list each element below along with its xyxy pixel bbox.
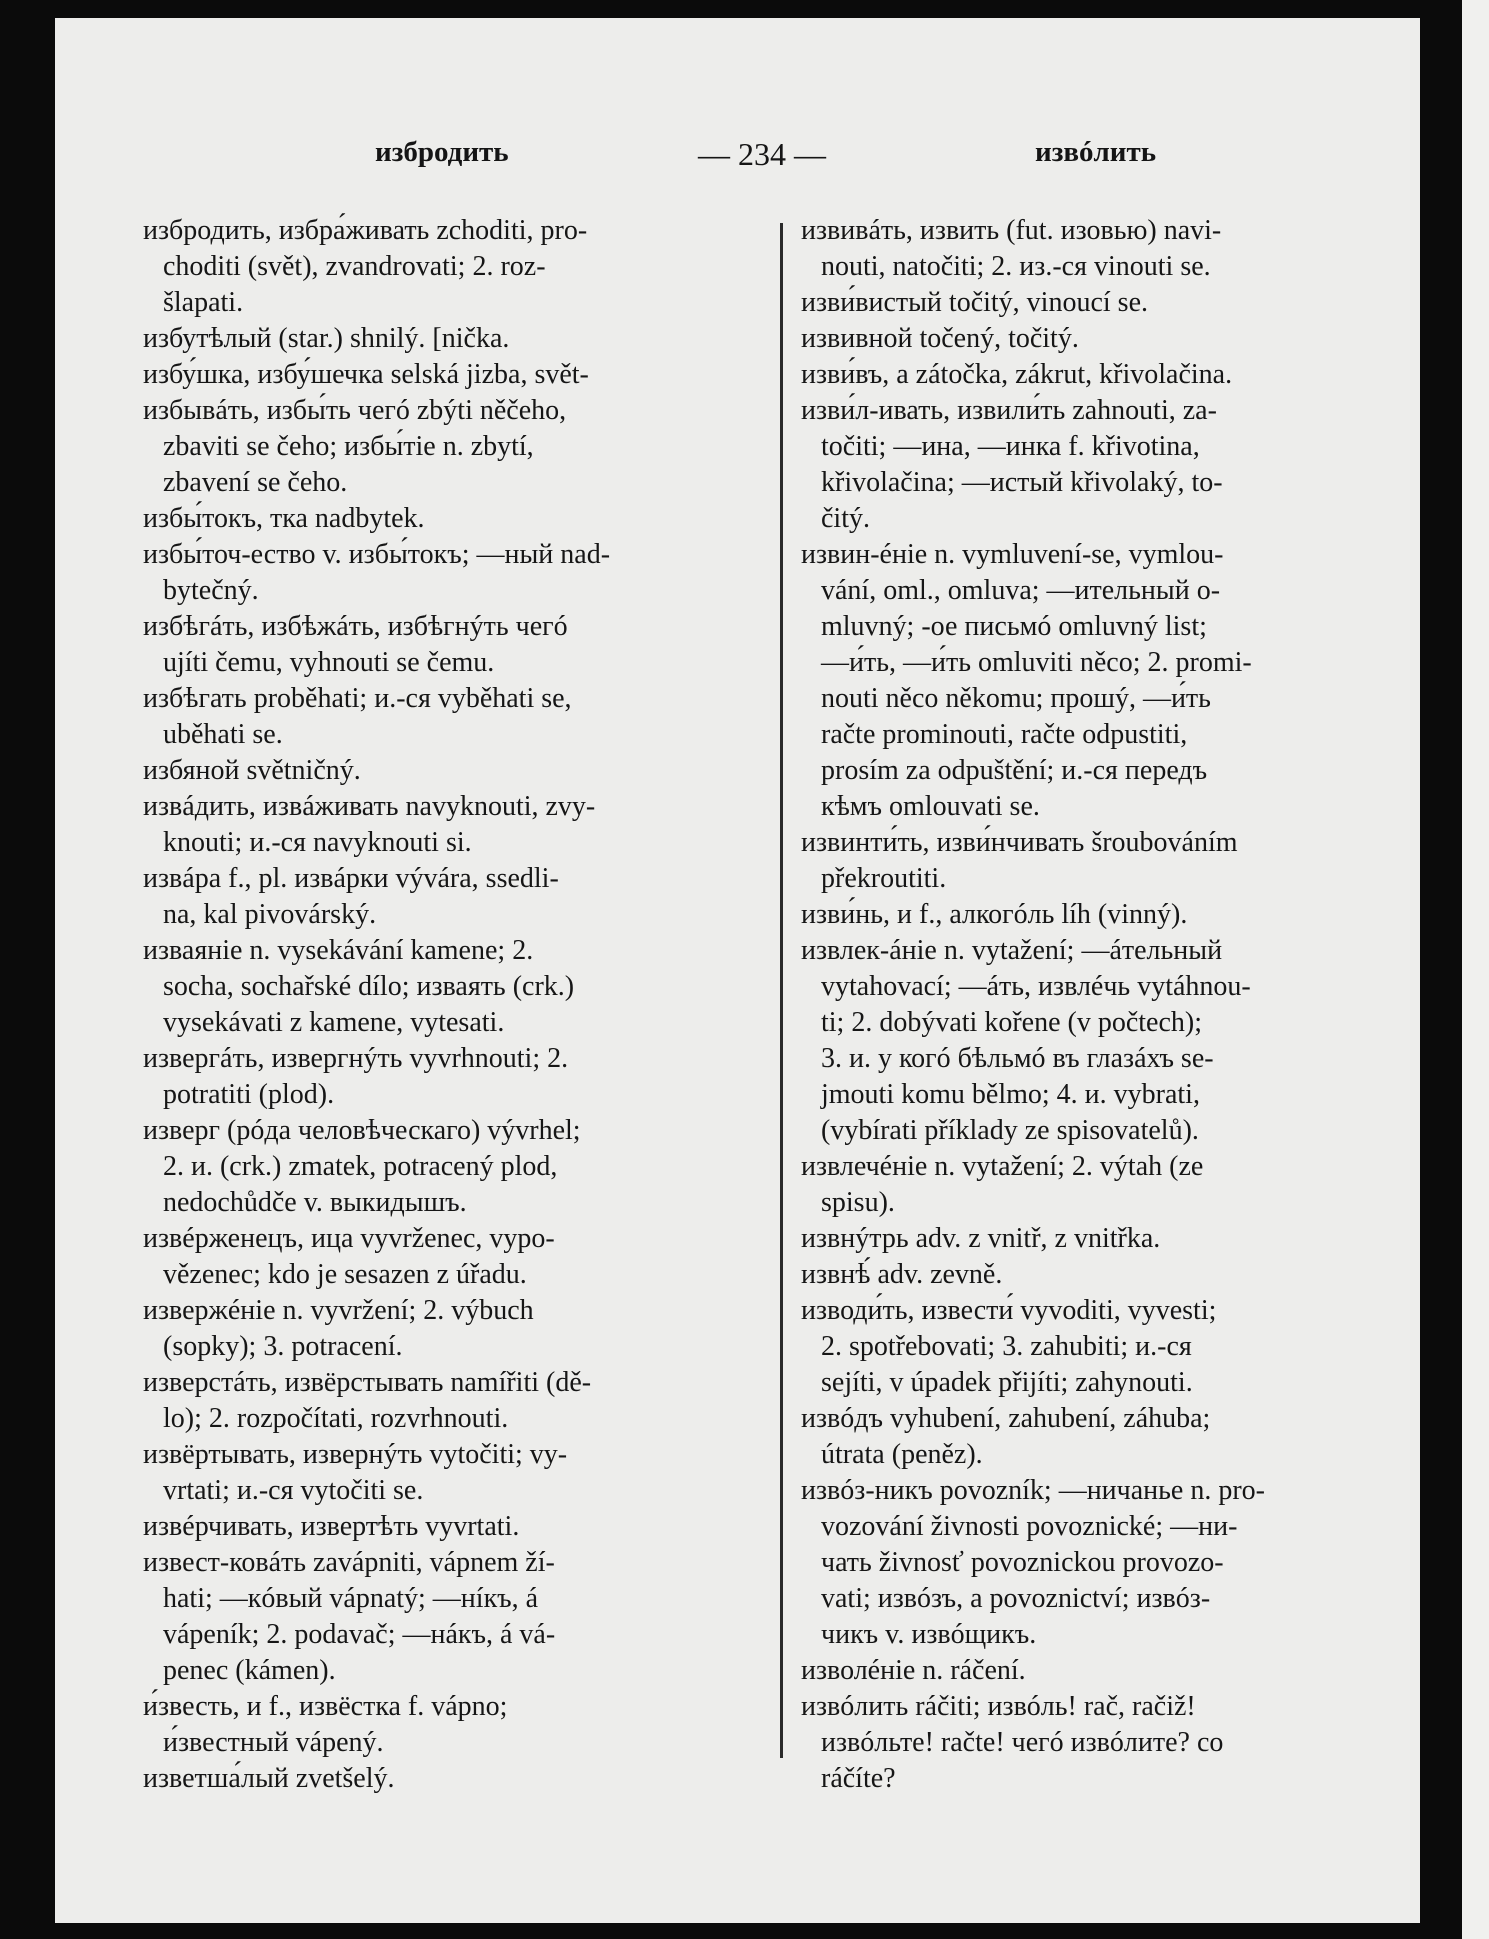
dictionary-line: lo); 2. rozpočítati, rozvrhnouti.: [163, 1403, 509, 1434]
dictionary-line: извивáть, извить (fut. изовью) navi-: [801, 215, 1222, 246]
dictionary-line: избродить, избра́живать zchoditi, pro-: [143, 215, 588, 246]
dictionary-line: 3. и. у когó бѣльмó въ глазáхъ se-: [821, 1043, 1214, 1074]
dictionary-line: točiti; —ина, —инка f. křivotina,: [821, 431, 1200, 462]
dictionary-line: изводи́ть, извести́ vyvoditi, vyvesti;: [801, 1295, 1217, 1326]
dictionary-line: избу́шка, избу́шечка selská jizba, svět-: [143, 359, 589, 390]
dictionary-line: ti; 2. dobývati kořene (v počtech);: [821, 1007, 1202, 1038]
dictionary-line: na, kal pivovárský.: [163, 899, 377, 930]
dictionary-line: penec (kámen).: [163, 1655, 336, 1686]
dictionary-line: извлек-áніе n. vytažení; —áтельный: [801, 935, 1223, 966]
dictionary-line: изверстáть, извёрстывать namířiti (dě-: [143, 1367, 592, 1398]
dictionary-line: избѣгать proběhati; и.-ся vyběhati se,: [143, 683, 572, 714]
dictionary-line: извин-éніе n. vymluvení-se, vymlou-: [801, 539, 1224, 570]
dictionary-line: извнѣ́ adv. zevně.: [801, 1259, 1003, 1290]
dictionary-line: ráčíte?: [821, 1763, 896, 1794]
dictionary-line: чикъ v. извóщикъ.: [821, 1619, 1037, 1650]
dictionary-line: и́звесть, и f., извёстка f. vápno;: [143, 1691, 508, 1722]
dictionary-line: račte prominouti, račte odpustiti,: [821, 719, 1188, 750]
dictionary-line: извáра f., pl. извáрки vývára, ssedli-: [143, 863, 559, 894]
dictionary-line: —и́ть, —и́ть omluviti něco; 2. promi-: [821, 647, 1252, 678]
dictionary-line: útrata (peněz).: [821, 1439, 983, 1470]
dictionary-line: zbavení se čeho.: [163, 467, 348, 498]
dictionary-line: извлечéніе n. vytažení; 2. výtah (ze: [801, 1151, 1204, 1182]
dictionary-line: nouti něco někomu; прошý, —и́ть: [821, 683, 1211, 714]
dictionary-line: изви́л-ивать, извили́ть zahnouti, za-: [801, 395, 1217, 426]
dictionary-line: кѣмъ omlouvati se.: [821, 791, 1040, 822]
dictionary-line: извóлить ráčiti; извóль! rač, račiž!: [801, 1691, 1196, 1722]
dictionary-line: prosím za odpuštění; и.-ся передъ: [821, 755, 1208, 786]
dictionary-line: извáдить, извáживать navyknouti, zvy-: [143, 791, 596, 822]
dictionary-line: изваяніе n. vysekávání kamene; 2.: [143, 935, 534, 966]
dictionary-line: křivolačina; —истый křivolaký, to-: [821, 467, 1223, 498]
dictionary-line: zbaviti se čeho; избы́тіе n. zbytí,: [163, 431, 534, 462]
dictionary-line: избяной světničný.: [143, 755, 361, 786]
dictionary-line: (vybírati příklady ze spisovatelů).: [821, 1115, 1199, 1146]
dictionary-line: извóдъ vyhubení, zahubení, záhuba;: [801, 1403, 1211, 1434]
dictionary-line: избы́токъ, тка nadbytek.: [143, 503, 425, 534]
dictionary-line: potratiti (plod).: [163, 1079, 335, 1110]
dictionary-line: изви́нь, и f., алкогóль líh (vinný).: [801, 899, 1188, 930]
dictionary-line: избывáть, избы́ть чегó zbýti něčeho,: [143, 395, 567, 426]
dictionary-line: извест-ковáть zavápniti, vápnem ží-: [143, 1547, 555, 1578]
dictionary-line: изветша́лый zvetšelý.: [143, 1763, 395, 1794]
dictionary-line: извéрженецъ, ица vyvrženec, vypo-: [143, 1223, 555, 1254]
dictionary-line: čitý.: [821, 503, 870, 534]
dictionary-line: spisu).: [821, 1187, 895, 1218]
dictionary-line: vězenec; kdo je sesazen z úřadu.: [163, 1259, 527, 1290]
dictionary-line: 2. и. (crk.) zmatek, potracený plod,: [163, 1151, 558, 1182]
dictionary-line: socha, sochařské dílo; изваять (crk.): [163, 971, 575, 1002]
left-column: [143, 213, 755, 1797]
header-left-guideword: избродить: [375, 136, 509, 168]
dictionary-line: чать živnosť povoznickou provozo-: [821, 1547, 1224, 1578]
dictionary-line: избутѣлый (star.) shnilý. [nička.: [143, 323, 510, 354]
header-right-guideword: извóлить: [1035, 136, 1157, 168]
dictionary-line: hati; —кóвый vápnatý; —нíкъ, á: [163, 1583, 539, 1614]
dictionary-line: nouti, natočiti; 2. из.-ся vinouti se.: [821, 251, 1211, 282]
right-column: [801, 213, 1393, 1797]
dictionary-line: vápeník; 2. podavač; —нáкъ, á vá-: [163, 1619, 556, 1650]
dictionary-line: překroutiti.: [821, 863, 947, 894]
dictionary-line: vozování živnosti povoznické; —ни-: [821, 1511, 1238, 1542]
dictionary-line: knouti; и.-ся navyknouti si.: [163, 827, 472, 858]
dictionary-line: извóз-никъ povozník; —ничанье n. pro-: [801, 1475, 1265, 1506]
dictionary-line: nedochůdče v. выкидышъ.: [163, 1187, 467, 1218]
dictionary-line: uběhati se.: [163, 719, 283, 750]
dictionary-line: изви́вистый točitý, vinoucí se.: [801, 287, 1148, 318]
dictionary-line: vysekávati z kamene, vytesati.: [163, 1007, 505, 1038]
dictionary-line: vání, oml., omluva; —ительный o-: [821, 575, 1221, 606]
dictionary-line: избѣгáть, избѣжáть, избѣгнýть чегó: [143, 611, 568, 642]
dictionary-line: извéрчивать, извертѣть vyvrtati.: [143, 1511, 520, 1542]
dictionary-line: извинти́ть, изви́нчивать šroubováním: [801, 827, 1238, 858]
dictionary-line: jmouti komu bělmo; 4. и. vybrati,: [821, 1079, 1200, 1110]
dictionary-line: vati; извóзъ, а povoznictví; извóз-: [821, 1583, 1211, 1614]
adjacent-page-edge: [1462, 0, 1489, 1939]
dictionary-line: choditi (svět), zvandrovati; 2. roz-: [163, 251, 546, 282]
dictionary-line: извёртывать, извернýть vytočiti; vy-: [143, 1439, 568, 1470]
dictionary-line: šlapati.: [163, 287, 244, 318]
dictionary-line: извивной točený, točitý.: [801, 323, 1079, 354]
dictionary-line: извнýтрь adv. z vnitř, z vnitřka.: [801, 1223, 1161, 1254]
page-number: — 234 —: [698, 136, 826, 172]
dictionary-line: vrtati; и.-ся vytočiti se.: [163, 1475, 424, 1506]
dictionary-line: извергáть, извергнýть vyvrhnouti; 2.: [143, 1043, 569, 1074]
column-divider: [780, 223, 783, 1758]
dictionary-line: извержéніе n. vyvržení; 2. výbuch: [143, 1295, 534, 1326]
dictionary-line: bytečný.: [163, 575, 259, 606]
dictionary-line: ujíti čemu, vyhnouti se čemu.: [163, 647, 495, 678]
dictionary-line: изволéніе n. ráčení.: [801, 1655, 1026, 1686]
dictionary-line: mluvný; -ое письмó omluvný list;: [821, 611, 1207, 642]
dictionary-line: sejíti, v úpadek přijíti; zahynouti.: [821, 1367, 1193, 1398]
dictionary-line: 2. spotřebovati; 3. zahubiti; и.-ся: [821, 1331, 1192, 1362]
dictionary-line: извóльте! račte! чегó извóлите? co: [821, 1727, 1224, 1758]
dictionary-line: и́звестный vápený.: [163, 1727, 384, 1758]
dictionary-line: избы́точ-ество v. избы́токъ; —ный nad-: [143, 539, 611, 570]
dictionary-line: vytahovací; —áть, извлéчь vytáhnou-: [821, 971, 1251, 1002]
page-header: [55, 136, 1420, 176]
dictionary-line: изви́въ, а zátočka, zákrut, křivolačina.: [801, 359, 1233, 390]
dictionary-line: (sopky); 3. potracení.: [163, 1331, 403, 1362]
book-page: [55, 18, 1420, 1923]
dictionary-line: изверг (рóда человѣческаго) vývrhel;: [143, 1115, 581, 1146]
